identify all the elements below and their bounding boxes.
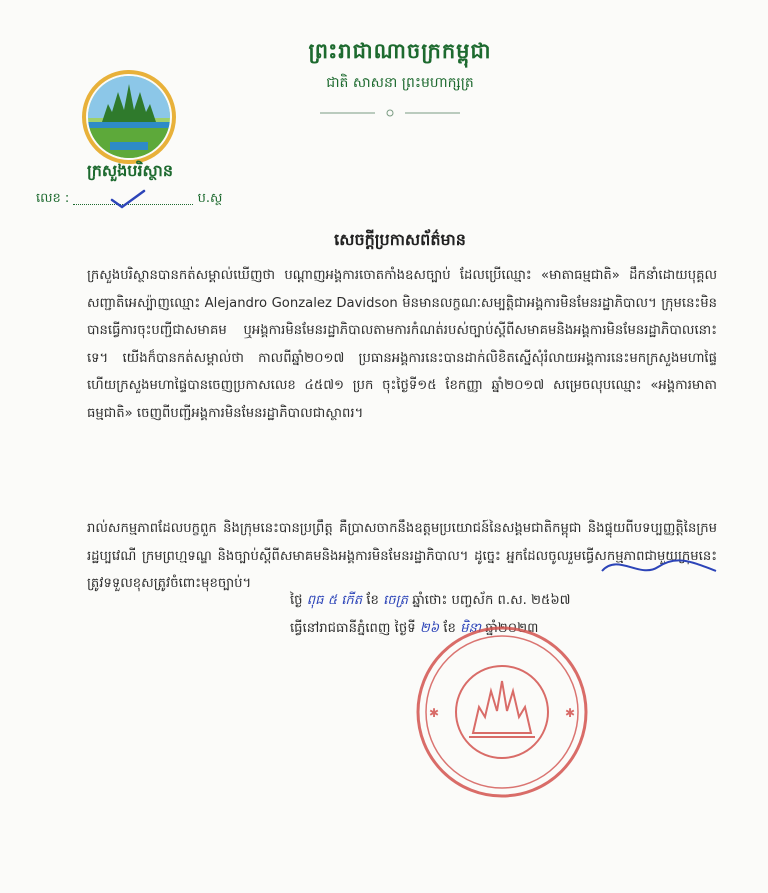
paragraph-2: រាល់សកម្មភាពដែលបក្ខពួក និងក្រុមនេះបានប្រព្រឹត្ត គឺប្រាសចាកនឹងឧត្តមប្រយោជន៍នៃសង្គមជាតិកម្ពុជា និងផ្ទុយពីបទប្បញ្ញត្តិនៃក្រមរដ្ឋប្បវេណី ក្រមព្រហ្មទណ្ឌ និងច្បាប់ស្តីពីសមាគមនិងអង្គការមិនមែនរដ្ឋាភិបាល។ ដូច្នេះ អ្នកដែលចូលរួមធ្វើសកម្មភាពជាមួយក្រុមនេះ ត្រូវទទួលខុសត្រូវចំពោះមុខច្បាប់។ bbox=[87, 521, 717, 591]
ref-suffix: ប.ស្ថ bbox=[197, 191, 223, 206]
lunar-date-prefix: ថ្ងៃ bbox=[290, 593, 303, 608]
ornament-divider bbox=[320, 108, 460, 118]
checkmark-icon bbox=[108, 188, 148, 210]
svg-text:✱: ✱ bbox=[565, 706, 576, 720]
kingdom-motto: ជាតិ សាសនា ព្រះមហាក្សត្រ bbox=[326, 75, 474, 91]
solar-date-day: ២៦ bbox=[419, 621, 440, 636]
solar-date-month-label: ខែ bbox=[443, 621, 456, 636]
lunar-date-month: ចេត្រ bbox=[383, 593, 408, 608]
solar-date-prefix: ធ្វើនៅរាជធានីភ្នំពេញ ថ្ងៃទី bbox=[290, 621, 416, 636]
ministry-name: ក្រសួងបរិស្ថាន bbox=[86, 161, 173, 180]
official-seal-stamp bbox=[415, 625, 590, 800]
paragraph-1: ក្រសួងបរិស្ថានបានកត់សម្គាល់ឃើញថា បណ្តាញអង្គការចោតកាំងឧសច្បាប់ ដែលប្រើឈ្មោះ «មាតាធម្មជាតិ» ដឹកនាំដោយបុគ្គលសញ្ជាតិអេស្ប៉ាញឈ្មោះ Alejandro Gonzalez Davidson មិនមានលក្ខណៈសម្បត្តិជាអង្គការមិនមែនរដ្ឋាភិបាល។ ក្រុមនេះមិនបានធ្វើការចុះបញ្ជីជាសមាគម ឬអង្គការមិនមែនរដ្ឋាភិបាលតាមការកំណត់របស់ច្បាប់ស្តីពីសមាគមនិងអង្គការមិនមែនរដ្ឋាភិបាលនោះទេ។ យើងក៏បានកត់សម្គាល់ថា កាលពីឆ្នាំ២០១៧ ប្រធានអង្គការនេះបានដាក់លិខិតស្នើសុំរំលាយអង្គការនេះមកក្រសួងមហាផ្ទៃ ហើយក្រសួងមហាផ្ទៃបានចេញប្រកាសលេខ ៤៥៧១ ប្រក ចុះថ្ងៃទី១៥ ខែកញ្ញា ឆ្នាំ២០១៧ សម្រេចលុបឈ្មោះ «អង្គការមាតាធម្មជាតិ» ចេញពីបញ្ជីអង្គការមិនមែនរដ្ឋាភិបាលជាស្ថាពរ។ bbox=[87, 268, 717, 421]
lunar-date bbox=[290, 592, 571, 611]
ministry-logo bbox=[82, 70, 176, 164]
kingdom-title: ព្រះរាជាណាចក្រកម្ពុជា bbox=[308, 38, 492, 63]
kingdom-header bbox=[250, 38, 550, 94]
lunar-date-day: ពុធ ៥ កើត bbox=[306, 593, 363, 608]
solar-date-year: ឆ្នាំ២០២៣ bbox=[485, 621, 539, 636]
lunar-date-month-label: ខែ bbox=[366, 593, 379, 608]
document-title: សេចក្តីប្រកាសព័ត៌មាន bbox=[334, 230, 466, 249]
lunar-date-year: ឆ្នាំថោះ បញ្ចស័ក ព.ស. ២៥៦៧ bbox=[412, 593, 571, 608]
reference-number bbox=[36, 190, 266, 209]
solar-date-month: មិនា bbox=[460, 621, 482, 636]
svg-text:✱: ✱ bbox=[429, 706, 440, 720]
initials-signature bbox=[540, 545, 730, 585]
ref-prefix: លេខ : bbox=[36, 191, 70, 206]
